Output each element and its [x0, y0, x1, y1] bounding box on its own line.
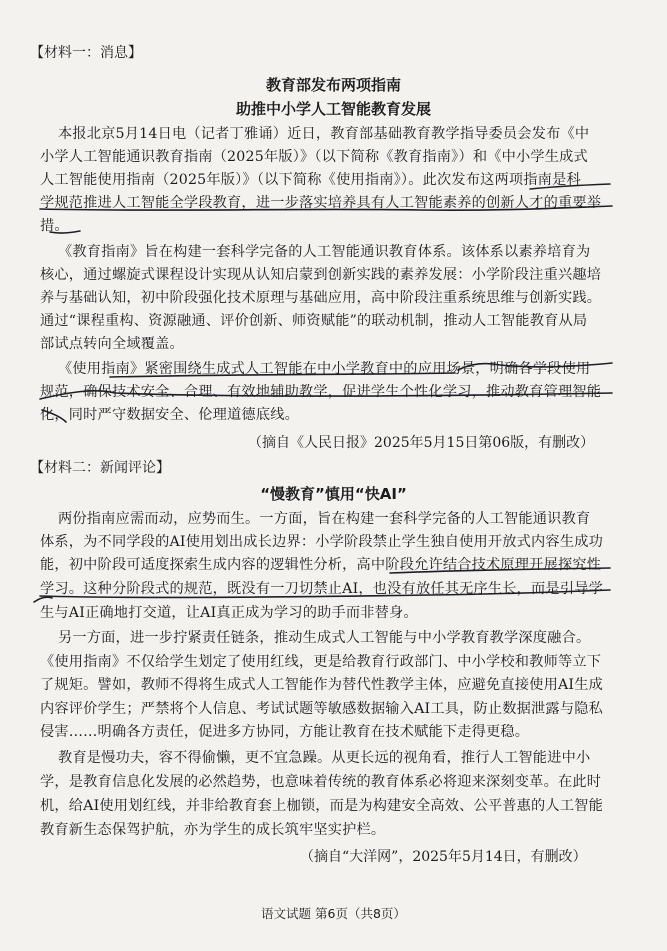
text-line: 内容评价学生；严禁将个人信息、考试试题等敏感数据输入AI工具，防止数据泄露与隐私 — [40, 701, 603, 717]
text-line: 教育新生态保驾护航，亦为学生的成长筑牢坚实护栏。 — [40, 822, 386, 838]
text-line: 学习。这种分阶段式的规范，既没有一刀切禁止AI，也没有放任其无序生长，而是引导学 — [40, 581, 603, 597]
text-line: 学，是教育信息化发展的必然趋势，也意味着传统的教育体系必将迎来深刻变革。在此时 — [40, 774, 602, 790]
text-line: 核心，通过螺旋式课程设计实现从认知启蒙到创新实践的素养发展：小学阶段注重兴趣培 — [40, 267, 602, 283]
text-line: 另一方面，进一步拧紧责任链条，推动生成式人工智能与中小学教育教学深度融合。 — [58, 630, 591, 646]
material2-title: “慢教育”慎用“快AI” — [260, 485, 407, 503]
text-line: 措。 — [40, 218, 69, 234]
text-line: 《教育指南》旨在构建一套科学完备的人工智能通识教育体系。该体系以素养培育为 — [58, 244, 591, 260]
material1-label: 【材料一：消息】 — [30, 45, 142, 61]
text-line: 规范，确保技术安全、合理、有效地辅助教学，促进学生个性化学习，推动教育管理智能 — [40, 384, 602, 400]
text-line: 《使用指南》不仅给学生划定了使用红线，更是给教育行政部门、中小学校和教师等立下 — [40, 654, 602, 670]
text-line: 通过“课程重构、资源融通、评价创新、师资赋能”的联动机制，推动人工智能教育从局 — [40, 313, 588, 329]
text-line: 部试点转向全域覆盖。 — [40, 336, 184, 352]
material1-source: （摘自《人民日报》2025年5月15日第06版，有删改） — [248, 435, 595, 451]
text-line: 化，同时严守数据安全、伦理道德底线。 — [40, 407, 299, 423]
text-line: 小学人工智能通识教育指南（2025年版）》（以下简称《教育指南》）和《中小学生成式 — [40, 149, 588, 165]
page-footer: 语文试题 第6页（共8页） — [261, 906, 406, 921]
material2-source: （摘自“大洋网”，2025年5月14日，有删改） — [300, 849, 587, 865]
text-line: 侵害……明确各方责任，促进多方协同，方能让教育在技术赋能下走得更稳。 — [40, 724, 530, 740]
text-line: 教育是慢功夫，容不得偷懒，更不宜急躁。从更长远的视角看，推行人工智能进中小 — [58, 750, 591, 766]
material1-subtitle: 助推中小学人工智能教育发展 — [235, 100, 431, 118]
text-line: 机，给AI使用划红线，并非给教育套上枷锁，而是为构建安全高效、公平普惠的人工智能 — [40, 798, 603, 814]
text-line: 了规矩。譬如，教师不得将生成式人工智能作为替代性教学主体，应避免直接使用AI生成 — [40, 677, 603, 693]
text-line: 两份指南应需而动，应势而生。一方面，旨在构建一套科学完备的人工智能通识教育 — [58, 511, 591, 527]
text-line: 能，初中阶段可适度探索生成内容的逻辑性分析，高中阶段允许结合技术原理开展探究性 — [40, 557, 602, 573]
material1-title: 教育部发布两项指南 — [265, 76, 401, 94]
text-line: 体系，为不同学段的AI使用划出成长边界：小学阶段禁止学生独自使用开放式内容生成功 — [40, 534, 603, 550]
underline-mark — [34, 597, 52, 602]
text-line: 《使用指南》紧密围绕生成式人工智能在中小学教育中的应用场景，明确各学段使用 — [58, 361, 591, 377]
text-line: 养与基础认知，初中阶段强化技术原理与基础应用，高中阶段注重系统思维与创新实践。 — [40, 290, 602, 306]
text-line: 本报北京5月14日电（记者丁雅诵）近日，教育部基础教育教学指导委员会发布《中 — [58, 126, 590, 142]
text-line: 人工智能使用指南（2025年版）》（以下简称《使用指南》）。此次发布这两项指南是科 — [40, 172, 581, 188]
material2-label: 【材料二：新闻评论】 — [30, 460, 170, 476]
text-line: 生与AI正确地打交道，让AI真正成为学习的助手而非替身。 — [40, 605, 418, 621]
text-line: 学规范推进人工智能全学段教育，进一步落实培养具有人工智能素养的创新人才的重要举 — [40, 195, 602, 211]
